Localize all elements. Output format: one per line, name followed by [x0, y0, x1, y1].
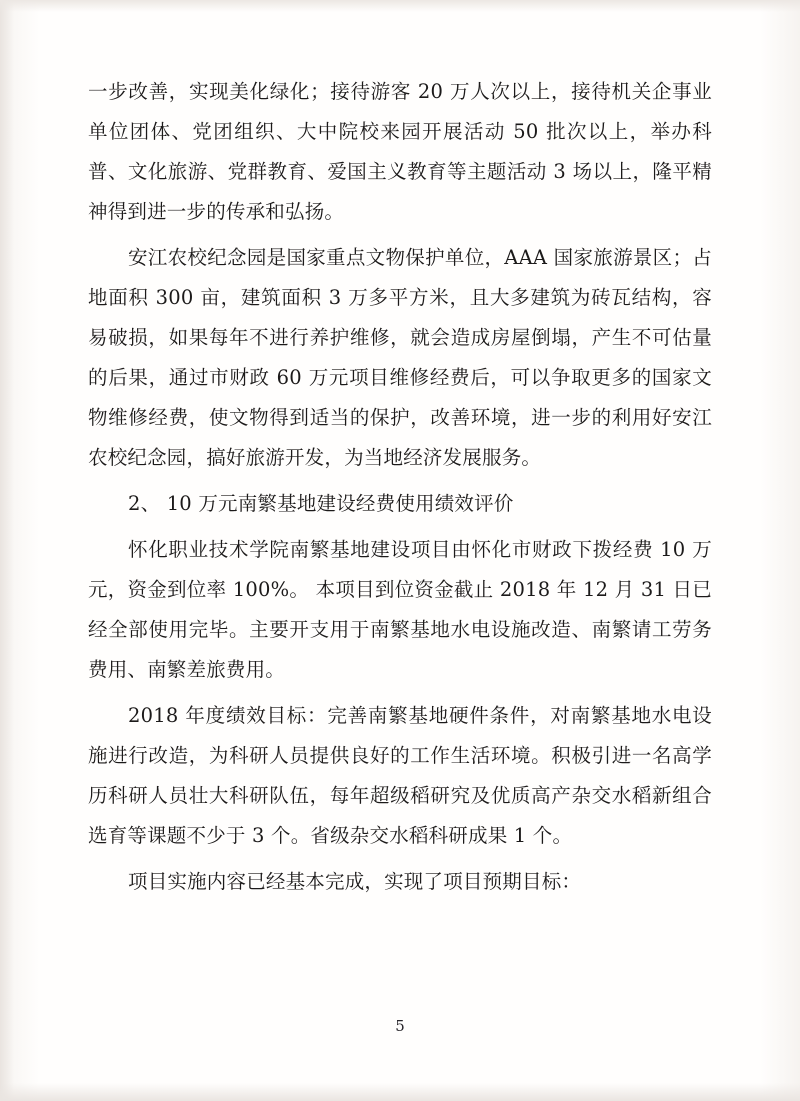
scan-edge-bottom-shadow — [0, 1083, 800, 1101]
document-body — [88, 72, 712, 908]
scan-edge-left-shadow — [0, 0, 14, 1101]
body-paragraph: 2018 年度绩效目标：完善南繁基地硬件条件，对南繁基地水电设施进行改造，为科研人员提供良好的工作生活环境。积极引进一名高学历科研人员壮大科研队伍，每年超级稻研究及优质高产杂交水稻新组合选育等课题不少于 3 个。省级杂交水稻科研成果 1 个。 — [88, 704, 712, 847]
body-paragraph: 安江农校纪念园是国家重点文物保护单位，AAA 国家旅游景区；占地面积 300 亩，建筑面积 3 万多平方米，且大多建筑为砖瓦结构，容易破损，如果每年不进行养护维修，就会造成房屋倒塌，产生不可估量的后果，通过市财政 60 万元项目维修经费后，可以争取更多的国家文物维修经费，使文物得到适当的保护，改善环境，进一步的利用好安江农校纪念园，搞好旅游开发，为当地经济发展服务。 — [88, 246, 712, 469]
scan-edge-top-shadow — [0, 0, 800, 12]
page-number: 5 — [395, 1017, 405, 1035]
body-paragraph: 怀化职业技术学院南繁基地建设项目由怀化市财政下拨经费 10 万元，资金到位率 100%。 本项目到位资金截止 2018 年 12 月 31 日已经全部使用完毕。主要开支用于南繁基地水电设施改造、南繁请工劳务费用、南繁差旅费用。 — [88, 538, 712, 681]
body-paragraph: 一步改善，实现美化绿化；接待游客 20 万人次以上，接待机关企事业单位团体、党团组织、大中院校来园开展活动 50 批次以上，举办科普、文化旅游、党群教育、爱国主义教育等主题活动 3 场以上，隆平精神得到进一步的传承和弘扬。 — [88, 80, 712, 223]
body-paragraph: 项目实施内容已经基本完成，实现了项目预期目标： — [128, 870, 582, 893]
section-heading: 2、 10 万元南繁基地建设经费使用绩效评价 — [128, 492, 514, 515]
